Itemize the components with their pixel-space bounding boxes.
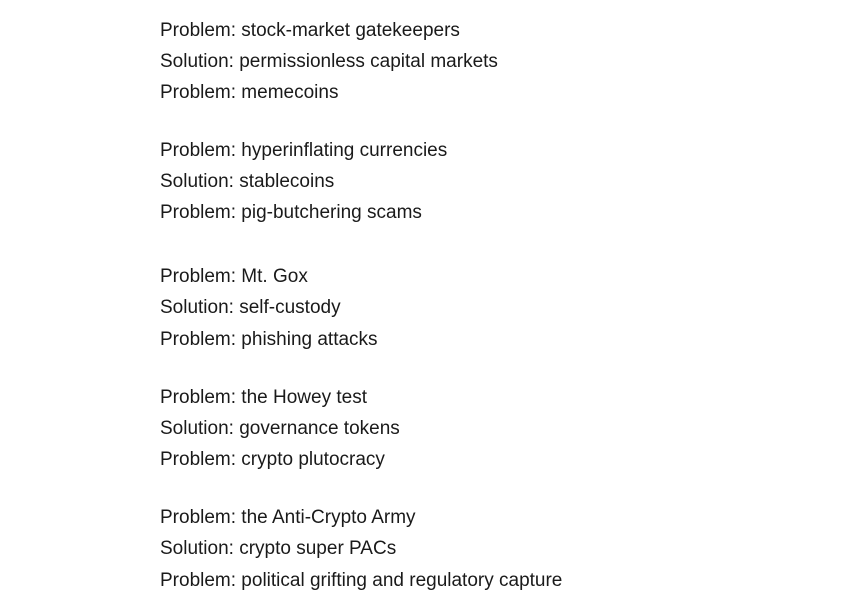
- solution-line: Solution: crypto super PACs: [160, 538, 397, 559]
- problem-line: Problem: Mt. Gox: [160, 266, 308, 287]
- new-problem-line: Problem: memecoins: [160, 82, 339, 103]
- new-problem-line: Problem: phishing attacks: [160, 329, 378, 350]
- solution-line: Solution: governance tokens: [160, 418, 400, 439]
- problem-line: Problem: the Anti-Crypto Army: [160, 507, 416, 528]
- new-problem-line: Problem: crypto plutocracy: [160, 449, 385, 470]
- solution-line: Solution: stablecoins: [160, 171, 335, 192]
- solution-line: Solution: permissionless capital markets: [160, 51, 498, 72]
- problem-line: Problem: stock-market gatekeepers: [160, 20, 460, 41]
- new-problem-line: Problem: political grifting and regulatory capture: [160, 570, 563, 591]
- problem-line: Problem: hyperinflating currencies: [160, 140, 448, 161]
- solution-line: Solution: self-custody: [160, 297, 341, 318]
- new-problem-line: Problem: pig-butchering scams: [160, 202, 422, 223]
- problem-line: Problem: the Howey test: [160, 387, 367, 408]
